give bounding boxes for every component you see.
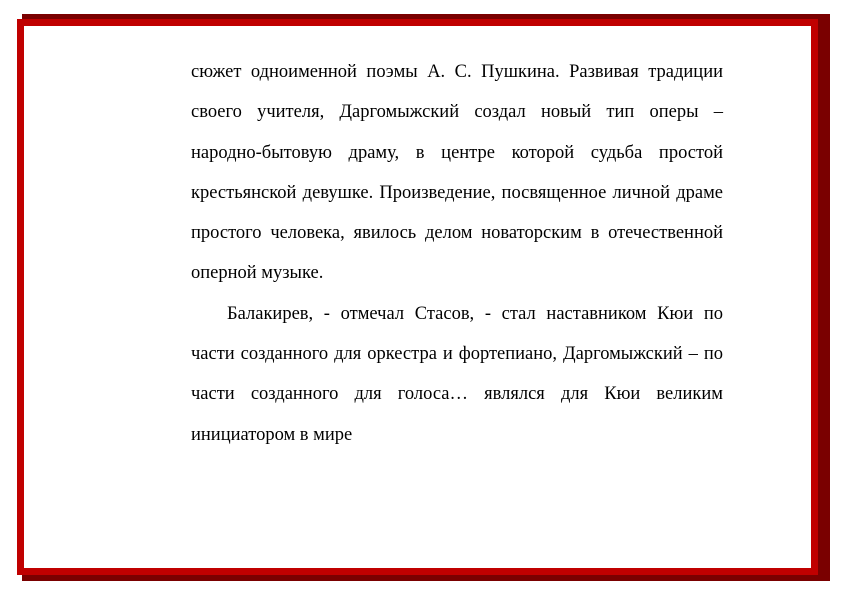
paragraph-balakirev-stasov: Балакирев, - отмечал Стасов, - стал наставником Кюи по части созданного для оркестра и фортепиано, Даргомыжский – по части созданного для голоса… являлся для Кюи великим инициатором в мире (191, 303, 723, 445)
paragraph-pushkin-opera: сюжет одноименной поэмы А. С. Пушкина. Развивая традиции своего учителя, Даргомыжский создал новый тип оперы – народно-бытовую драму, в центре которой судьба простой крестьянской девушке. Произведение, посвященное личной драме простого человека, явилось делом новаторским в отечественной оперной музыке. (191, 62, 723, 284)
document-body (191, 52, 723, 455)
